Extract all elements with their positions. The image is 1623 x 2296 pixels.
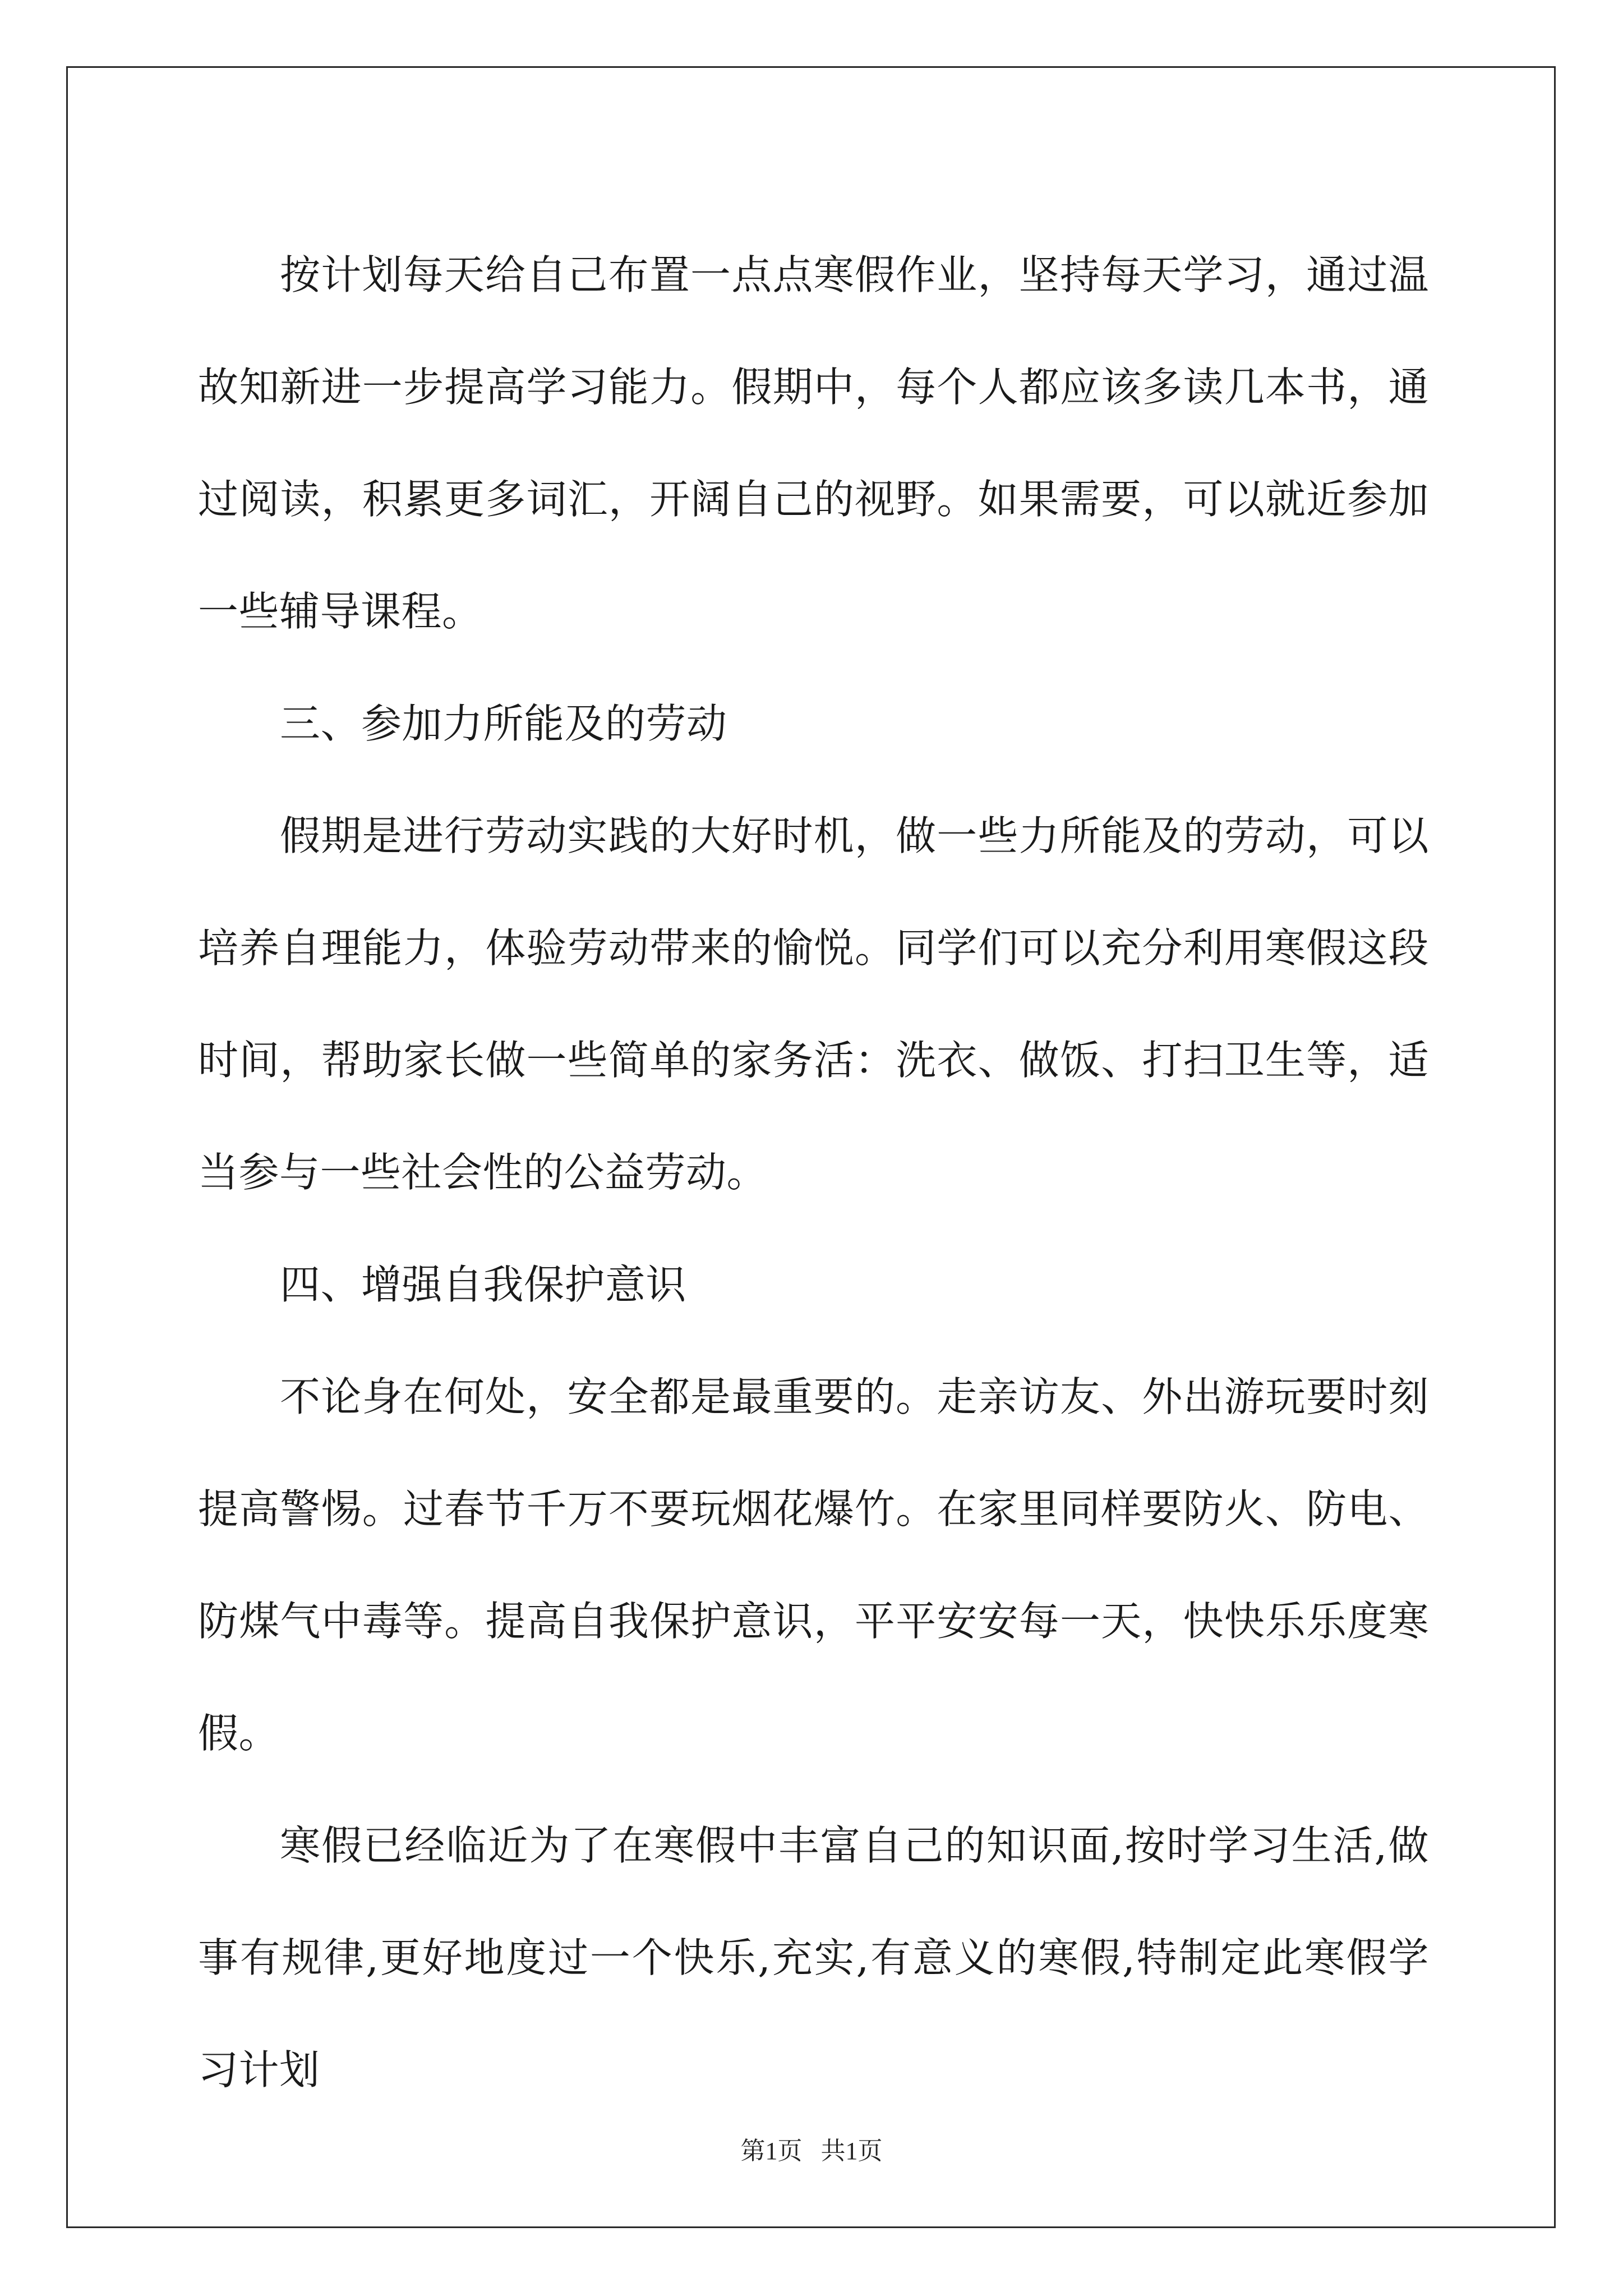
- heading-safety: 四、增强自我保护意识: [280, 1261, 687, 1308]
- paragraph-study-plan: 按计划每天给自己布置一点点寒假作业，坚持每天学习，通过温故知新进一步提高学习能力。假期中，每个人都应该多读几本书，通过阅读，积累更多词汇，开阔自己的视野。如果需要，可以就近参加一些辅导课程。: [198, 251, 1429, 635]
- paragraph-conclusion: 寒假已经临近为了在寒假中丰富自己的知识面,按时学习生活,做事有规律,更好地度过一个快乐,充实,有意义的寒假,特制定此寒假学习计划: [198, 1822, 1429, 2093]
- heading-labor: 三、参加力所能及的劳动: [280, 700, 727, 747]
- page-number-footer: 第1页 共1页: [740, 2137, 883, 2165]
- paragraph-labor: 假期是进行劳动实践的大好时机，做一些力所能及的劳动，可以培养自理能力，体验劳动带来的愉悦。同学们可以充分利用寒假这段时间，帮助家长做一些简单的家务活：洗衣、做饭、打扫卫生等，适当参与一些社会性的公益劳动。: [198, 812, 1429, 1196]
- document-body: [198, 219, 1429, 2126]
- paragraph-safety: 不论身在何处，安全都是最重要的。走亲访友、外出游玩要时刻提高警惕。过春节千万不要玩烟花爆竹。在家里同样要防火、防电、防煤气中毒等。提高自我保护意识，平平安安每一天，快快乐乐度寒假。: [198, 1373, 1429, 1757]
